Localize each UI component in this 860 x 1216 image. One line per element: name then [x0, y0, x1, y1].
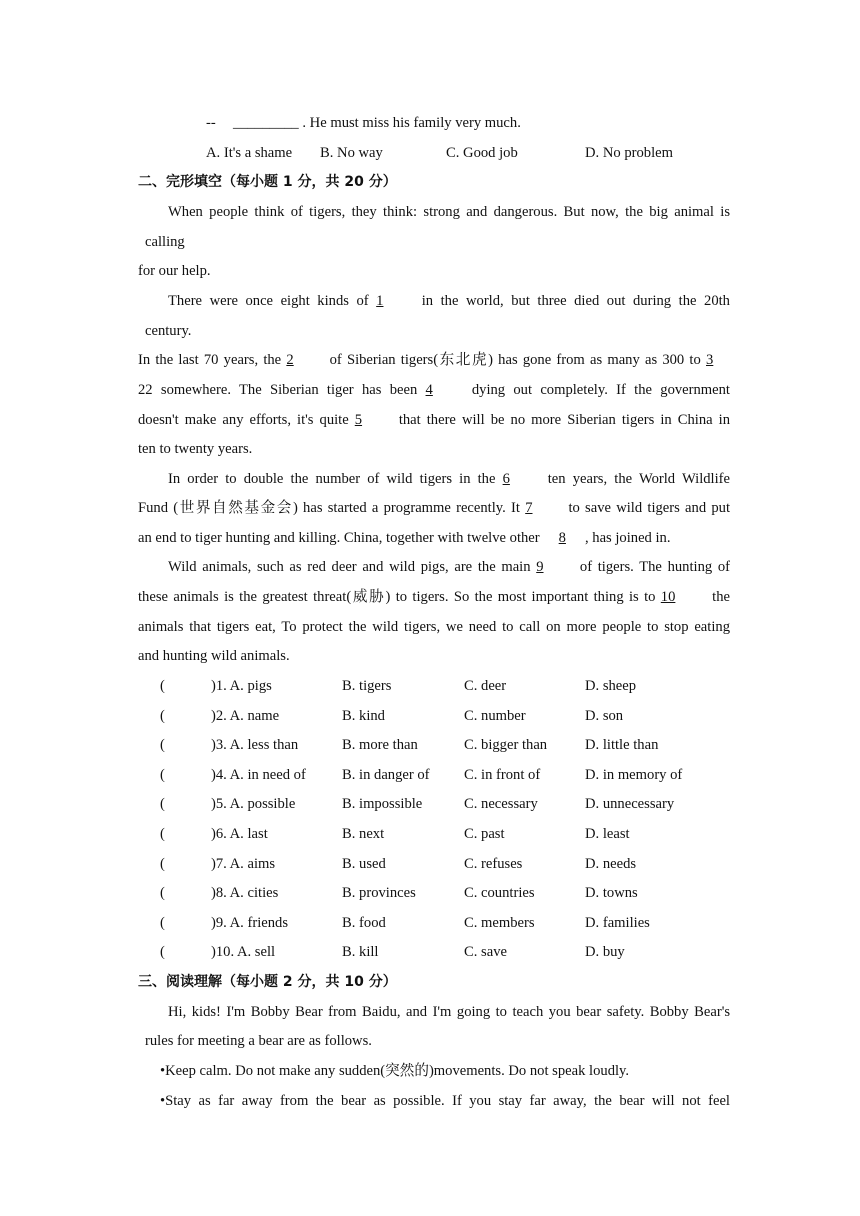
option-a: )5. A. possible: [211, 796, 296, 812]
cloze-blank-9: 9: [536, 559, 544, 575]
passage-line: There were once eight kinds of 1 in the world, but three died out during the 20th: [168, 293, 730, 309]
answer-paren[interactable]: (: [160, 796, 165, 812]
option-b: B. more than: [342, 737, 418, 753]
option-a: )10. A. sell: [211, 944, 276, 960]
option-d: D. buy: [585, 944, 625, 960]
option-a: )4. A. in need of: [211, 767, 306, 783]
option-b: B. kind: [342, 708, 385, 724]
option-c: C. save: [464, 944, 507, 960]
passage-line: for our help.: [138, 263, 211, 279]
option-d: D. in memory of: [585, 767, 683, 783]
option-b: B. provinces: [342, 885, 416, 901]
answer-paren[interactable]: (: [160, 856, 165, 872]
option-d: D. needs: [585, 856, 637, 872]
passage-line: Wild animals, such as red deer and wild pigs, are the main 9 of tigers. The hunting of: [168, 559, 731, 575]
answer-paren[interactable]: (: [160, 708, 165, 724]
question-text: . He must miss his family very much.: [302, 115, 521, 131]
option-c: C. refuses: [464, 856, 523, 872]
passage-line: an end to tiger hunting and killing. China, together with twelve other 8 , has joined in.: [138, 530, 671, 546]
option-b: B. next: [342, 826, 385, 842]
section-heading-cloze: 二、完形填空（每小题 1 分，共 20 分）: [138, 174, 397, 190]
passage-line: century.: [145, 323, 192, 339]
prev-option-a: A. It's a shame: [206, 145, 293, 161]
option-c: C. past: [464, 826, 505, 842]
option-b: B. tigers: [342, 678, 392, 694]
option-c: C. in front of: [464, 767, 541, 783]
answer-blank: _________: [233, 115, 299, 131]
passage-line: In the last 70 years, the 2 of Siberian tigers(东北虎) has gone from as many as 300 to 3: [138, 351, 730, 369]
passage-line: doesn't make any efforts, it's quite 5 that there will be no more Siberian tigers in China in: [138, 412, 730, 428]
answer-paren[interactable]: (: [160, 885, 165, 901]
option-b: B. used: [342, 856, 386, 872]
option-c: C. number: [464, 708, 526, 724]
option-d: D. little than: [585, 737, 659, 753]
option-b: B. impossible: [342, 796, 423, 812]
cloze-blank-3: 3: [706, 352, 714, 368]
dash: --: [206, 115, 216, 131]
option-d: D. towns: [585, 885, 638, 901]
passage-line: In order to double the number of wild tigers in the 6 ten years, the World Wildlife: [168, 471, 730, 487]
cloze-blank-6: 6: [502, 471, 510, 487]
prev-option-c: C. Good job: [446, 145, 518, 161]
answer-paren[interactable]: (: [160, 767, 165, 783]
reading-rule: •Stay as far away from the bear as possible. If you stay far away, the bear will not feel: [160, 1093, 730, 1109]
cloze-blank-8: 8: [558, 530, 566, 546]
prev-option-b: B. No way: [320, 145, 383, 161]
option-d: D. unnecessary: [585, 796, 675, 812]
option-d: D. families: [585, 915, 650, 931]
passage-line: Fund (世界自然基金会) has started a programme recently. It 7 to save wild tigers and put: [138, 500, 731, 516]
cloze-blank-10: 10: [660, 589, 676, 605]
option-a: )9. A. friends: [211, 915, 289, 931]
option-b: B. in danger of: [342, 767, 430, 783]
passage-line: these animals is the greatest threat(威胁) to tigers. So the most important thing is to 10 the: [138, 589, 730, 605]
cloze-blank-5: 5: [354, 412, 363, 428]
option-a: )2. A. name: [211, 708, 280, 724]
option-a: )8. A. cities: [211, 885, 279, 901]
reading-line: Hi, kids! I'm Bobby Bear from Baidu, and I'm going to teach you bear safety. Bobby Bear's: [168, 1004, 730, 1020]
passage-line: animals that tigers eat, To protect the wild tigers, we need to call on more people to stop eating: [138, 619, 730, 635]
option-d: D. son: [585, 708, 624, 724]
answer-paren[interactable]: (: [160, 944, 165, 960]
prev-question-line: [206, 114, 798, 132]
passage-line: When people think of tigers, they think: strong and dangerous. But now, the big animal is: [168, 204, 730, 220]
answer-paren[interactable]: (: [160, 678, 165, 694]
option-d: D. sheep: [585, 678, 637, 694]
passage-line: 22 somewhere. The Siberian tiger has been 4 dying out completely. If the government: [138, 382, 730, 398]
answer-paren[interactable]: (: [160, 826, 165, 842]
prev-option-d: D. No problem: [585, 145, 673, 161]
cloze-blank-1: 1: [376, 293, 384, 309]
reading-line: rules for meeting a bear are as follows.: [145, 1033, 372, 1049]
passage-line: calling: [145, 234, 185, 250]
option-a: )7. A. aims: [211, 856, 276, 872]
answer-paren[interactable]: (: [160, 737, 165, 753]
option-c: C. countries: [464, 885, 535, 901]
cloze-blank-4: 4: [425, 382, 433, 398]
option-c: C. deer: [464, 678, 507, 694]
reading-rule: •Keep calm. Do not make any sudden(突然的)movements. Do not speak loudly.: [160, 1063, 630, 1079]
option-a: )6. A. last: [211, 826, 268, 842]
option-d: D. least: [585, 826, 630, 842]
cloze-blank-2: 2: [286, 352, 294, 368]
option-a: )1. A. pigs: [211, 678, 272, 694]
section-heading-reading: 三、阅读理解（每小题 2 分，共 10 分）: [138, 974, 397, 990]
option-b: B. food: [342, 915, 386, 931]
answer-paren[interactable]: (: [160, 915, 165, 931]
option-b: B. kill: [342, 944, 379, 960]
option-c: C. necessary: [464, 796, 538, 812]
option-c: C. bigger than: [464, 737, 548, 753]
passage-line: ten to twenty years.: [138, 441, 253, 457]
cloze-blank-7: 7: [525, 500, 533, 516]
option-a: )3. A. less than: [211, 737, 299, 753]
option-c: C. members: [464, 915, 535, 931]
passage-line: and hunting wild animals.: [138, 648, 290, 664]
